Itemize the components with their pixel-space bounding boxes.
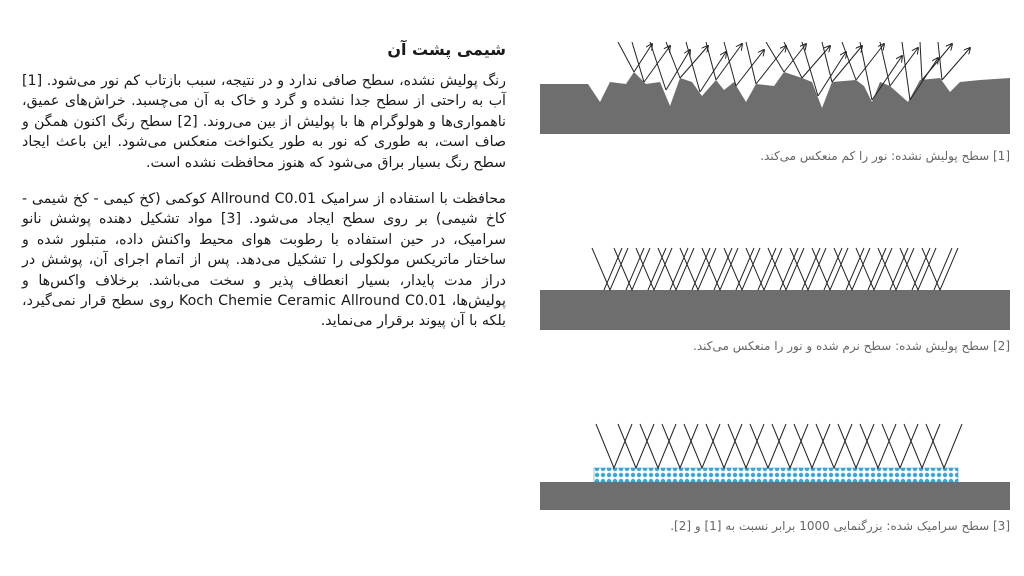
- figure-caption-polished: [2] سطح پولیش شده: سطح نرم شده و نور را منعکس می‌کند.: [693, 339, 1010, 353]
- ceramic-surface-diagram: [540, 418, 1010, 510]
- paragraph-ceramic: محافظت با استفاده از سرامیک Allround C0.01 کوکمی (کخ کیمی - کخ شیمی - کاخ شیمی) بر روی سطح ایجاد می‌شود. [3] مواد تشکیل دهنده پوشش نانو سرامیک، در حین استفاده با رطوبت هوای محیط واکنش داده، متبلور شده و ساختار ماتریکس مولکولی را تشکیل می‌دهد. پس از اتمام اجرای آن، پوشش در دراز مدت پایدار، بسیار انعطاف پذیر و سخت می‌باشد. برخلاف واکس‌ها و پولیش‌ها، Koch Chemie Ceramic Allround C0.01 روی سطح قرار نمی‌گیرد، بلکه با آن پیوند برقرار می‌نماید.: [22, 191, 506, 330]
- rough-surface: [540, 72, 1010, 134]
- figure-caption-unpolished: [1] سطح پولیش نشده: نور را کم منعکس می‌کند.: [760, 149, 1010, 163]
- rough-surface-diagram: [540, 42, 1010, 140]
- figure-polished: [540, 240, 1010, 353]
- coated-reflected-light-rays: [596, 424, 962, 468]
- figure-caption-ceramic: [3] سطح سرامیک شده: بزرگنمایی 1000 برابر نسبت به [1] و [2].: [670, 519, 1010, 533]
- figure-unpolished: [540, 42, 1010, 163]
- paragraph-polish: رنگ پولیش نشده، سطح صافی ندارد و در نتیجه، سبب بازتاب کم نور می‌شود. [1] آب به راحتی از سطح جدا نشده و گرد و خاک به آن می‌چسبد. خراش‌های عمیق، ناهمواری‌ها و هولوگرام ها با پولیش از بین می‌روند. [2] سطح رنگ اکنون همگن و صاف است، به طوری که نور به طور یکنواخت منعکس می‌شود. این باعث ایجاد سطح رنگ بسیار براق می‌شود که هنوز محافظت نشده است.: [22, 73, 506, 171]
- ceramic-coating-layer: [594, 468, 958, 482]
- ceramic-base-surface: [540, 482, 1010, 510]
- smooth-surface-diagram: [540, 240, 1010, 330]
- figure-ceramic: [540, 418, 1010, 533]
- section-title: شیمی پشت آن: [387, 40, 506, 59]
- article-text: [22, 40, 506, 348]
- smooth-surface: [540, 290, 1010, 330]
- reflected-light-rays: [592, 248, 958, 290]
